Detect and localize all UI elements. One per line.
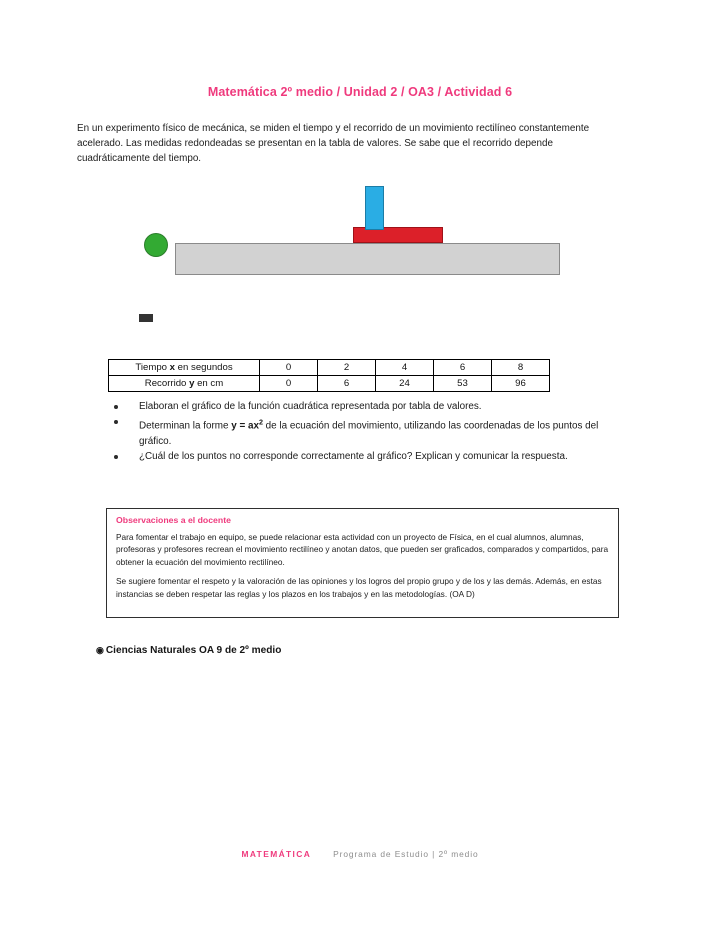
page-title: Matemática 2º medio / Unidad 2 / OA3 / Actividad 6 <box>207 85 513 99</box>
task-text-3: ¿Cuál de los puntos no corresponde correctamente al gráfico? Explican y comunicar la respuesta. <box>139 450 568 462</box>
values-table <box>108 359 550 392</box>
cell-distance-2: 24 <box>376 376 434 392</box>
oa-reference <box>96 645 281 656</box>
cell-distance-3: 53 <box>434 376 492 392</box>
dark-mark-shape <box>139 314 153 322</box>
green-ball-shape <box>144 233 168 257</box>
row-label-time-prefix: Tiempo <box>135 361 170 373</box>
intro-paragraph: En un experimento físico de mecánica, se miden el tiempo y el recorrido de un movimiento rectilíneo constantemente acelerado. Las medidas redondeadas se presentan en la tabla de valores. Se sabe que el recorrido depende cuadráticamente del tiempo. <box>77 123 590 165</box>
variable-x: x <box>169 361 176 373</box>
footer-meta: Programa de Estudio | 2º medio <box>333 849 479 859</box>
row-label-distance-suffix: en cm <box>194 377 224 389</box>
cell-time-2: 4 <box>376 360 434 376</box>
cell-time-1: 2 <box>318 360 376 376</box>
task-formula: y = ax <box>231 420 259 432</box>
list-item <box>110 449 610 464</box>
oa-reference-text: Ciencias Naturales OA 9 de 2º medio <box>105 645 282 656</box>
teacher-note-paragraph-1: Para fomentar el trabajo en equipo, se puede relacionar esta actividad con un proyecto de Física, en el cual alumnos, alumnas, profesoras y profesores recrean el movimiento rectilíneo y anotan datos, que pueden ser graficados, comparados y compartidos, para obtener la ecuación del movimiento rectilíneo. <box>116 532 609 567</box>
experiment-illustration <box>130 180 590 330</box>
task-formula-exponent: 2 <box>258 417 263 427</box>
task-list <box>110 399 610 464</box>
row-label-distance-prefix: Recorrido <box>144 377 190 389</box>
row-label-time <box>109 360 260 376</box>
table-row <box>109 360 550 376</box>
teacher-note-title: Observaciones a el docente <box>116 515 231 525</box>
task-text-2-after: de la ecuación del movimiento, utilizando las coordenadas de los puntos del gráfico. <box>139 420 599 447</box>
page-footer <box>0 849 720 859</box>
cell-time-3: 6 <box>434 360 492 376</box>
cell-distance-0: 0 <box>260 376 318 392</box>
row-label-distance <box>109 376 260 392</box>
gray-slab-shape <box>175 243 560 275</box>
variable-y: y <box>189 377 195 389</box>
cell-distance-4: 96 <box>492 376 550 392</box>
task-text-2-before: Determinan la forme <box>139 420 232 432</box>
cell-distance-1: 6 <box>318 376 376 392</box>
footer-brand: MATEMÁTICA <box>241 849 312 859</box>
teacher-note-box <box>106 508 619 618</box>
blue-bar-shape <box>365 186 384 230</box>
list-item <box>110 414 610 449</box>
table-row <box>109 376 550 392</box>
teacher-note-paragraph-2: Se sugiere fomentar el respeto y la valoración de las opiniones y los logros del propio grupo y de los y las demás. Además, en estas instancias se deben respetar las reglas y los plazos en los trabajos y en las metodologías. (OA D) <box>116 576 602 599</box>
oa-marker-icon: ◉ <box>96 645 104 655</box>
cell-time-4: 8 <box>492 360 550 376</box>
list-item <box>110 399 610 414</box>
cell-time-0: 0 <box>260 360 318 376</box>
task-text-1: Elaboran el gráfico de la función cuadrática representada por tabla de valores. <box>139 401 482 412</box>
row-label-time-suffix: en segundos <box>175 361 233 373</box>
